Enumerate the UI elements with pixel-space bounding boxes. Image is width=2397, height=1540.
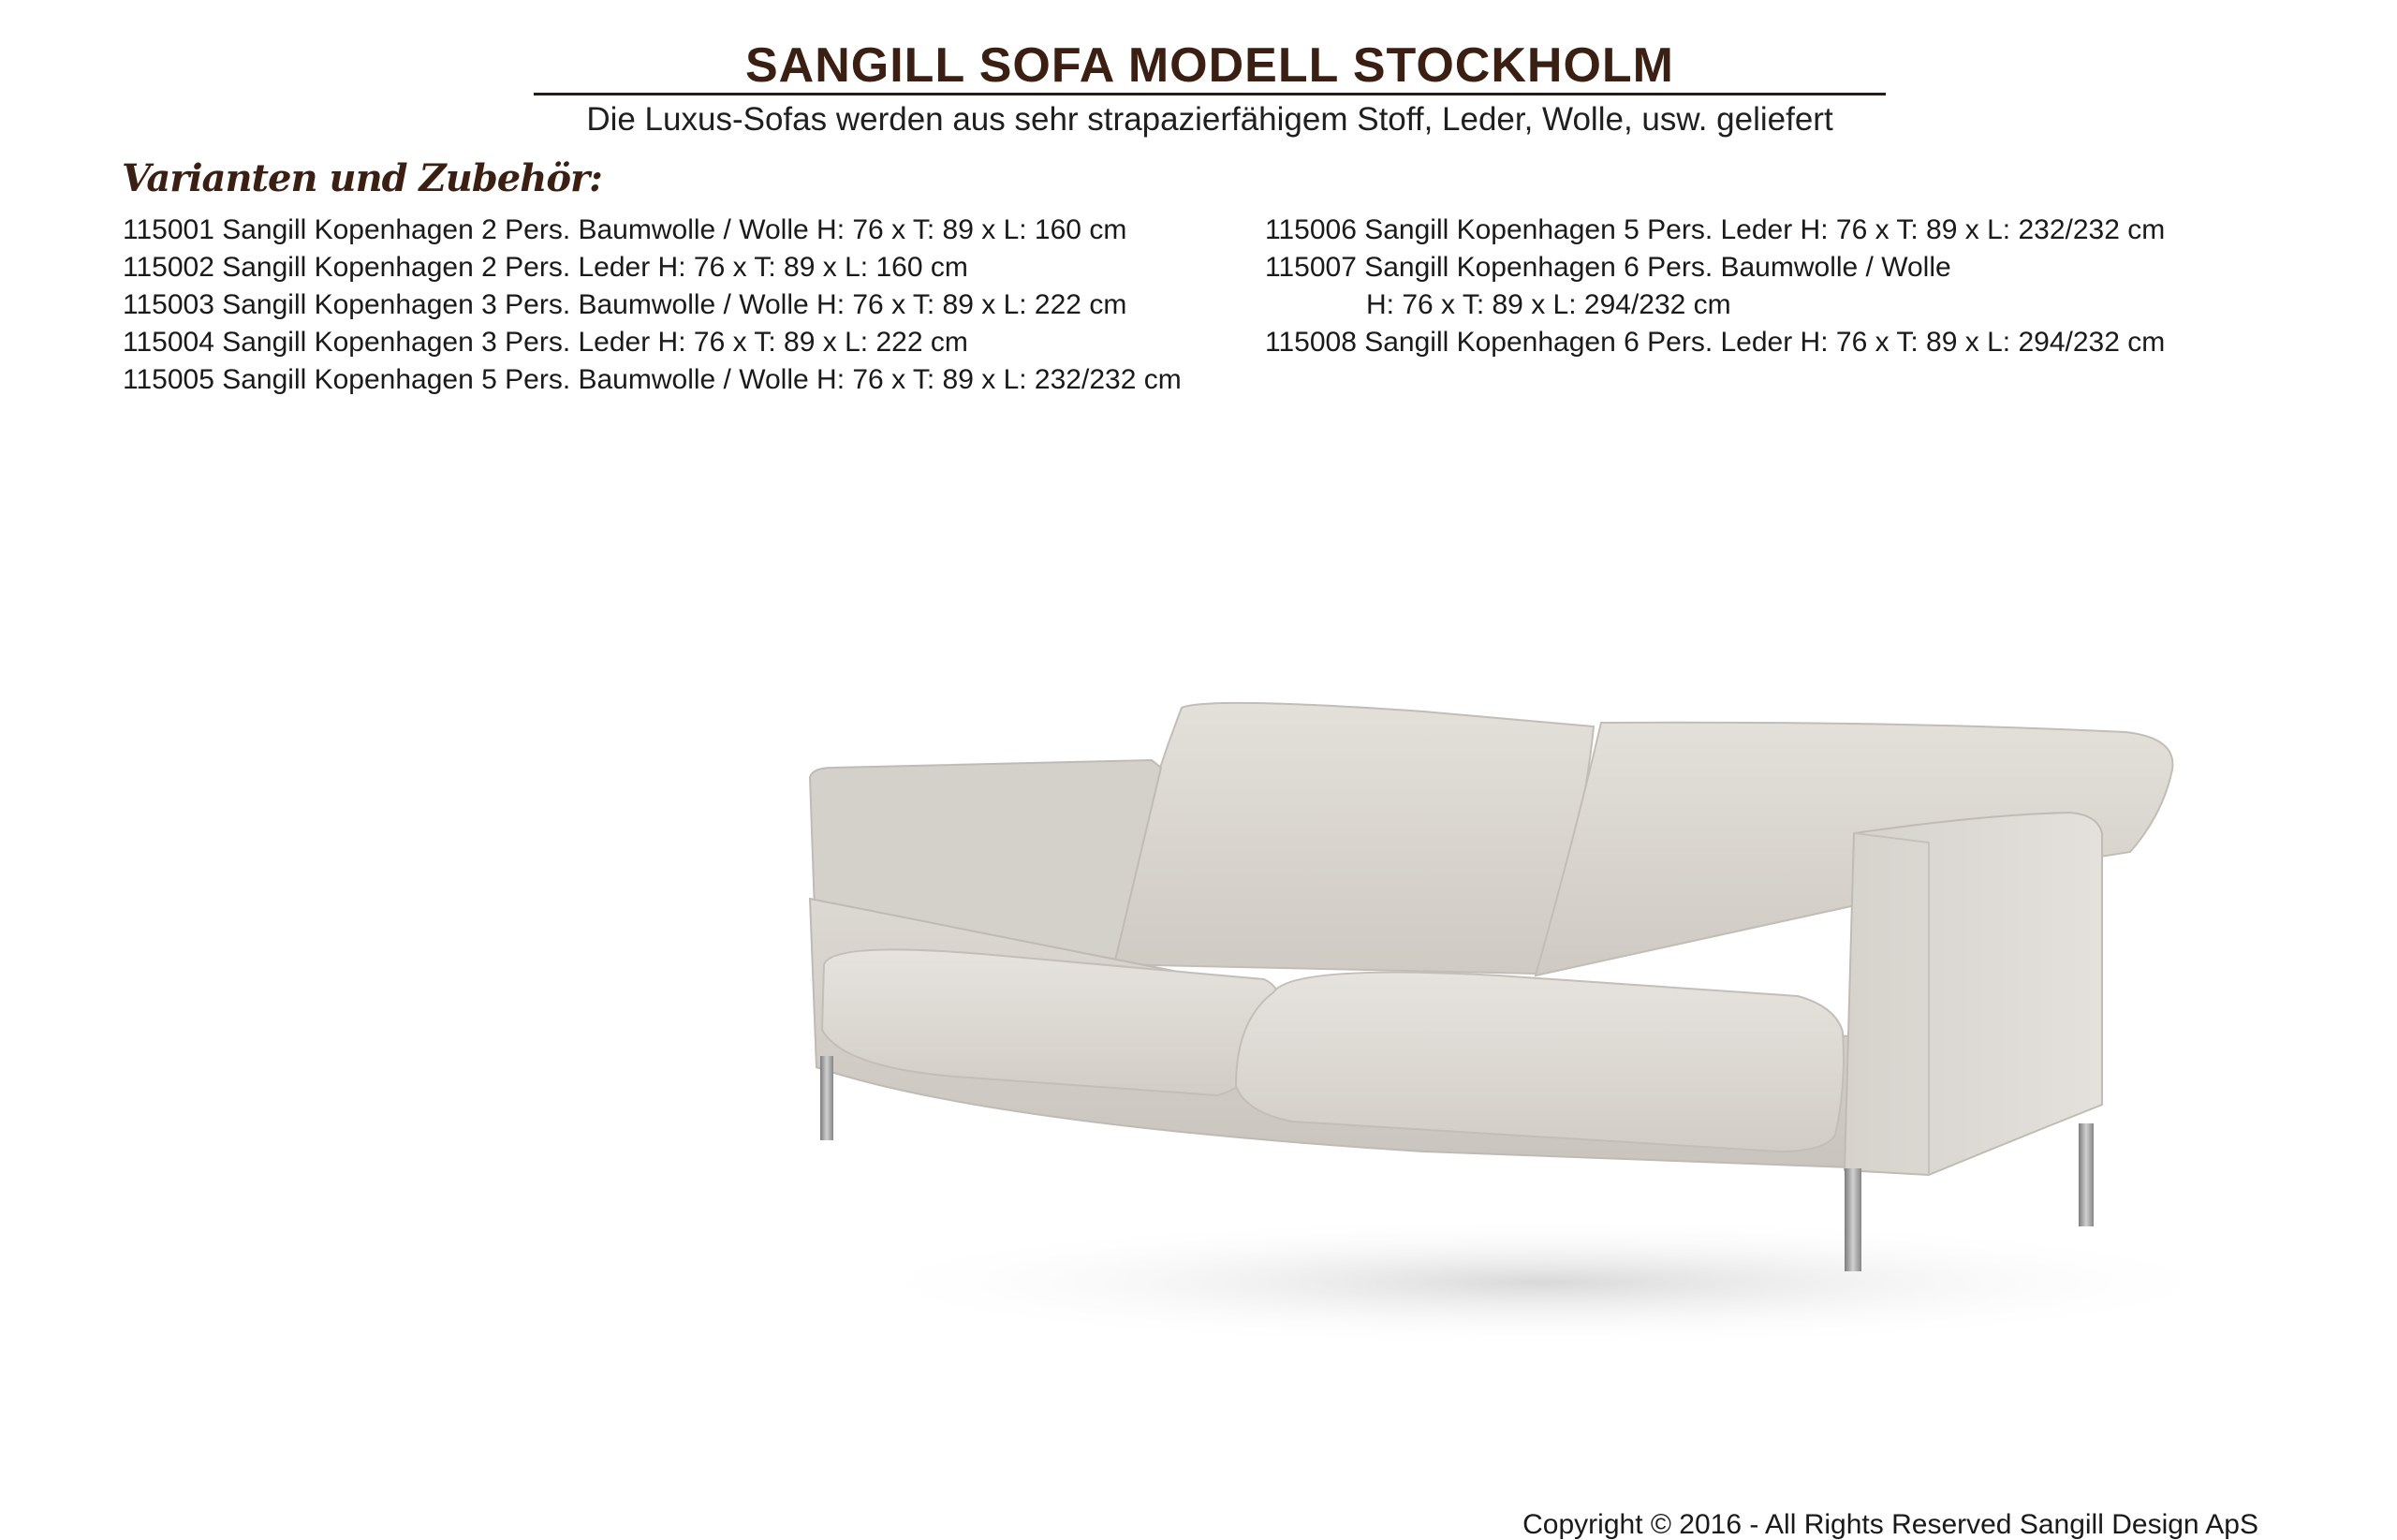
variant-item: 115008 Sangill Kopenhagen 6 Pers. Leder H: 76 x T: 89 x L: 294/232 cm bbox=[1265, 327, 2166, 358]
variant-item: 115002 Sangill Kopenhagen 2 Pers. Leder H: 76 x T: 89 x L: 160 cm bbox=[123, 252, 968, 283]
variants-list-right bbox=[1265, 212, 2165, 361]
variant-item: 115006 Sangill Kopenhagen 5 Pers. Leder H: 76 x T: 89 x L: 232/232 cm bbox=[1265, 214, 2166, 245]
variant-item: 115004 Sangill Kopenhagen 3 Pers. Leder H: 76 x T: 89 x L: 222 cm bbox=[123, 327, 968, 358]
variant-item-continuation: H: 76 x T: 89 x L: 294/232 cm bbox=[1366, 289, 1731, 320]
copyright-notice: Copyright © 2016 - All Rights Reserved Sangill Design ApS bbox=[1522, 1509, 2258, 1540]
page-subtitle: Die Luxus-Sofas werden aus sehr strapazierfähigem Stoff, Leder, Wolle, usw. geliefert bbox=[586, 101, 1833, 138]
variant-item: 115007 Sangill Kopenhagen 6 Pers. Baumwolle / Wolle bbox=[1265, 252, 1951, 283]
variant-item: 115003 Sangill Kopenhagen 3 Pers. Baumwolle / Wolle H: 76 x T: 89 x L: 222 cm bbox=[123, 289, 1127, 320]
title-underline bbox=[534, 93, 1886, 95]
product-photo bbox=[768, 683, 2303, 1432]
variants-heading: Varianten und Zubehör: bbox=[122, 156, 602, 200]
variants-list-left bbox=[123, 212, 1182, 399]
variant-item: 115005 Sangill Kopenhagen 5 Pers. Baumwolle / Wolle H: 76 x T: 89 x L: 232/232 cm bbox=[123, 364, 1182, 395]
variant-item: 115001 Sangill Kopenhagen 2 Pers. Baumwolle / Wolle H: 76 x T: 89 x L: 160 cm bbox=[123, 214, 1127, 245]
page-title: SANGILL SOFA MODELL STOCKHOLM bbox=[745, 38, 1674, 93]
sofa-icon bbox=[768, 683, 2303, 1432]
